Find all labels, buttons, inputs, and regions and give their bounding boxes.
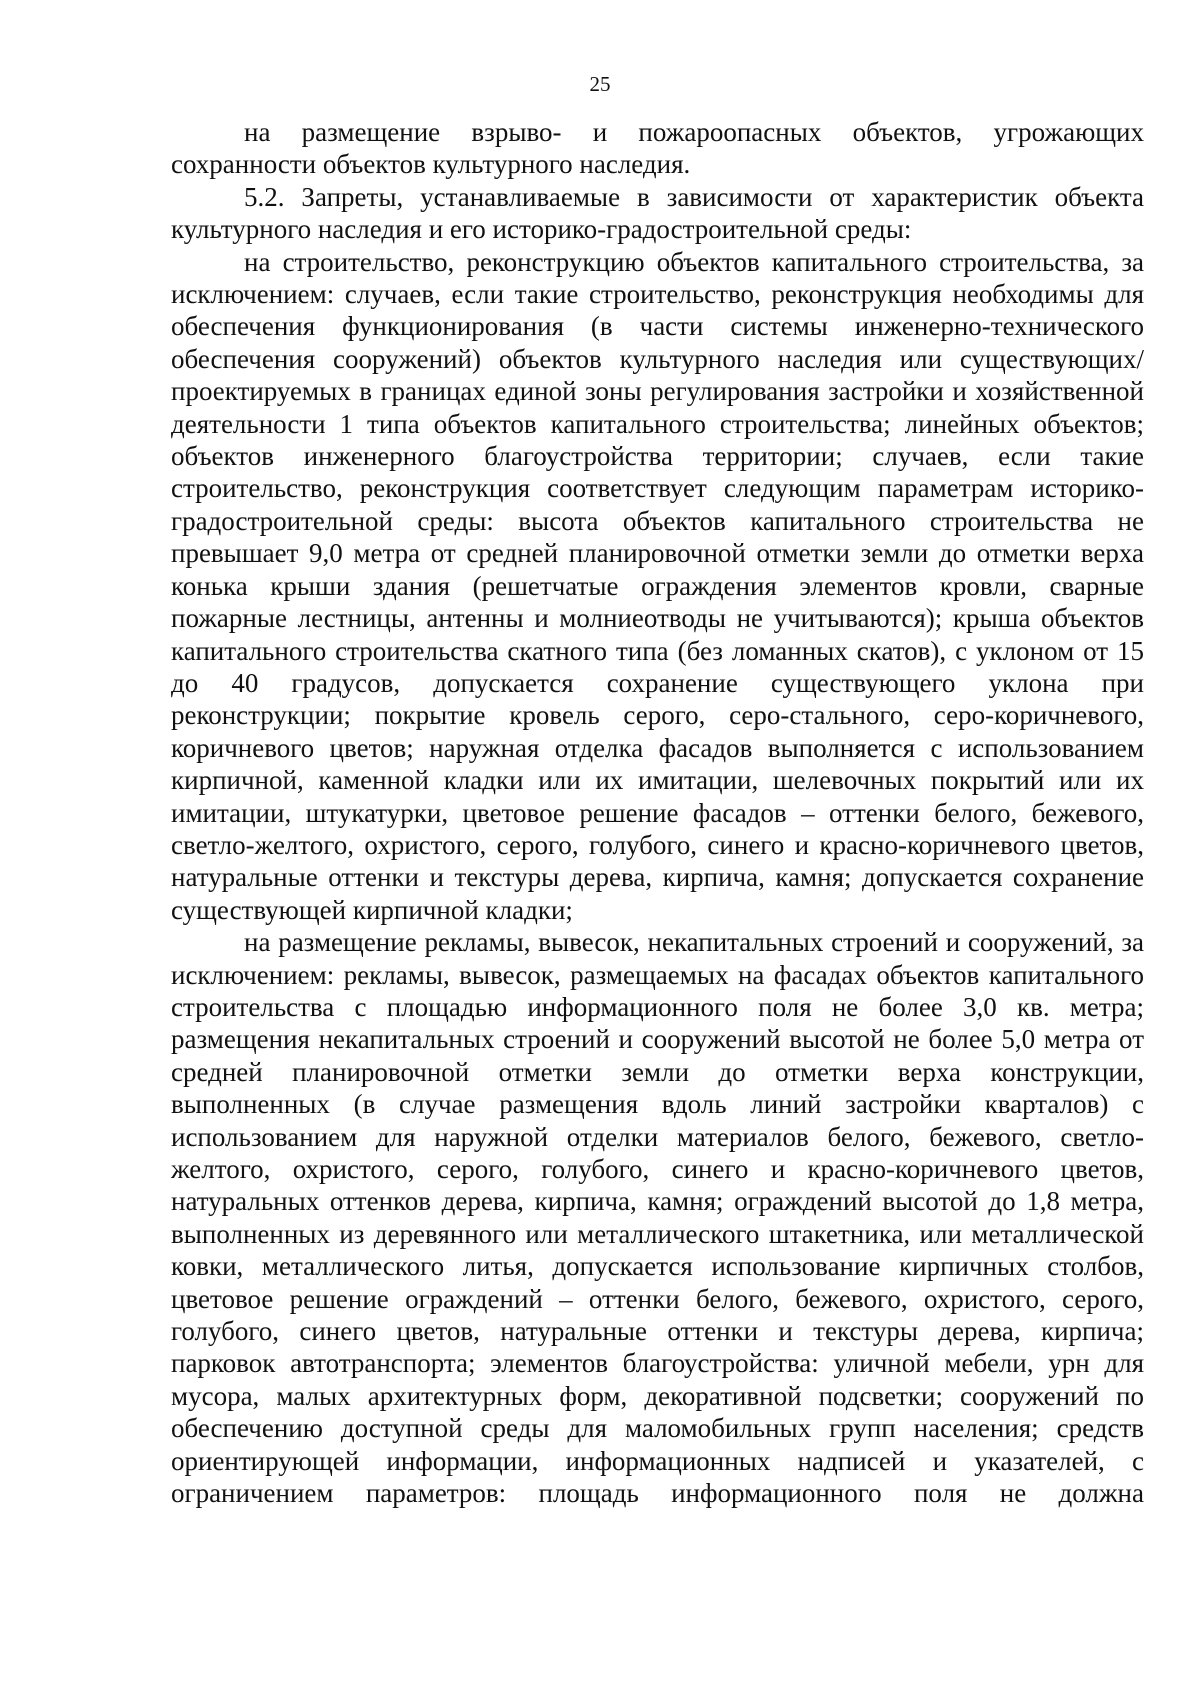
page-number: 25	[589, 72, 611, 96]
paragraph-advertising-ban: на размещение рекламы, вывесок, некапитальных строений и сооружений, за исключением: рекламы, вывесок, размещаемых на фасадах объектов капитального строительства с площадью информационного поля не более 3,0 кв. метра; размещения некапитальных строений и сооружений высотой не более 5,0 метра от средней планировочной отметки земли до отметки верха конструкции, выполненных (в случае размещения вдоль линий застройки кварталов) с использованием для наружной отделки материалов белого, бежевого, светло-желтого, охристого, серого, голубого, синего и красно-коричневого цветов, натуральных оттенков дерева, кирпича, камня; ограждений высотой до 1,8 метра, выполненных из деревянного или металлического штакетника, или металлической ковки, металлического литья, допускается использование кирпичных столбов, цветовое решение ограждений – оттенки белого, бежевого, охристого, серого, голубого, синего цветов, натуральные оттенки и текстуры дерева, кирпича; парковок автотранспорта; элементов благоустройства: уличной мебели, урн для мусора, малых архитектурных форм, декоративной подсветки; сооружений по обеспечению доступной среды для маломобильных групп населения; средств ориентирующей информации, информационных надписей и указателей, с ограничением параметров: площадь информационного поля не должна	[171, 927, 1144, 1509]
paragraph-section-5-2-heading: 5.2. Запреты, устанавливаемые в зависимости от характеристик объекта культурного наследия и его историко-градостроительной среды:	[171, 181, 1144, 245]
paragraph-construction-ban: на строительство, реконструкцию объектов капитального строительства, за исключением: случаев, если такие строительство, реконструкция необходимы для обеспечения функционирования (в части системы инженерно-технического обеспечения сооружений) объектов культурного наследия или существующих/проектируемых в границах единой зоны регулирования застройки и хозяйственной деятельности 1 типа объектов капитального строительства; линейных объектов; объектов инженерного благоустройства территории; случаев, если такие строительство, реконструкция соответствует следующим параметрам историко-градостроительной среды: высота объектов капитального строительства не превышает 9,0 метра от средней планировочной отметки земли до отметки верха конька крыши здания (решетчатые ограждения элементов кровли, сварные пожарные лестницы, антенны и молниеотводы не учитываются); крыша объектов капитального строительства скатного типа (без ломанных скатов), с уклоном от 15 до 40 градусов, допускается сохранение существующего уклона при реконструкции; покрытие кровель серого, серо-стального, серо-коричневого, коричневого цветов; наружная отделка фасадов выполняется с использованием кирпичной, каменной кладки или их имитации, шелевочных покрытий или их имитации, штукатурки, цветовое решение фасадов – оттенки белого, бежевого, светло-желтого, охристого, серого, голубого, синего и красно-коричневого цветов, натуральные оттенки и текстуры дерева, кирпича, камня; допускается сохранение существующей кирпичной кладки;	[171, 246, 1144, 925]
paragraph-explosive-objects-ban: на размещение взрыво- и пожароопасных объектов, угрожающих сохранности объектов культурного наследия.	[171, 117, 1144, 180]
document-body	[171, 116, 1144, 1509]
